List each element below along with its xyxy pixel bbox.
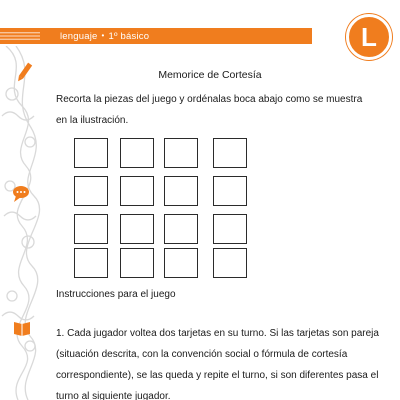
memory-card bbox=[213, 214, 247, 244]
header-separator: • bbox=[101, 31, 105, 40]
book-icon bbox=[14, 322, 30, 336]
document-title: Memorice de Cortesía bbox=[158, 69, 262, 81]
memory-card bbox=[74, 214, 108, 244]
memory-card bbox=[164, 248, 198, 278]
decorative-border bbox=[0, 46, 44, 400]
memory-card bbox=[120, 138, 154, 168]
memory-card bbox=[120, 214, 154, 244]
header-bar bbox=[0, 28, 312, 44]
memory-card bbox=[213, 138, 247, 168]
memory-card bbox=[120, 248, 154, 278]
header-stripes bbox=[0, 32, 40, 40]
memory-card bbox=[74, 138, 108, 168]
header-top-band bbox=[0, 0, 400, 28]
memory-card bbox=[164, 176, 198, 206]
instruction-text: Recorta la piezas del juego y ordénalas boca abajo como se muestra en la ilustración. bbox=[56, 94, 363, 126]
memory-card bbox=[74, 176, 108, 206]
memory-card bbox=[74, 248, 108, 278]
memory-card bbox=[213, 176, 247, 206]
speech-bubble-icon bbox=[13, 186, 29, 202]
subject-badge: L bbox=[346, 14, 392, 60]
subject-label: lenguaje bbox=[60, 31, 98, 42]
rule-1-text: 1. Cada jugador voltea dos tarjetas en su turno. Si las tarjetas son pareja (situación descrita, con la convención social o fórmula de cortesía correspondiente), se las queda y repite el turno, si son diferentes pasa el turno al siguiente jugador. bbox=[56, 328, 379, 400]
header-subject-grade bbox=[60, 29, 149, 43]
memory-card bbox=[164, 138, 198, 168]
instructions-heading: Instrucciones para el juego bbox=[56, 289, 176, 300]
memory-card bbox=[120, 176, 154, 206]
memory-card bbox=[164, 214, 198, 244]
cards-grid bbox=[74, 138, 254, 283]
memory-card bbox=[213, 248, 247, 278]
grade-label: 1º básico bbox=[108, 31, 150, 42]
